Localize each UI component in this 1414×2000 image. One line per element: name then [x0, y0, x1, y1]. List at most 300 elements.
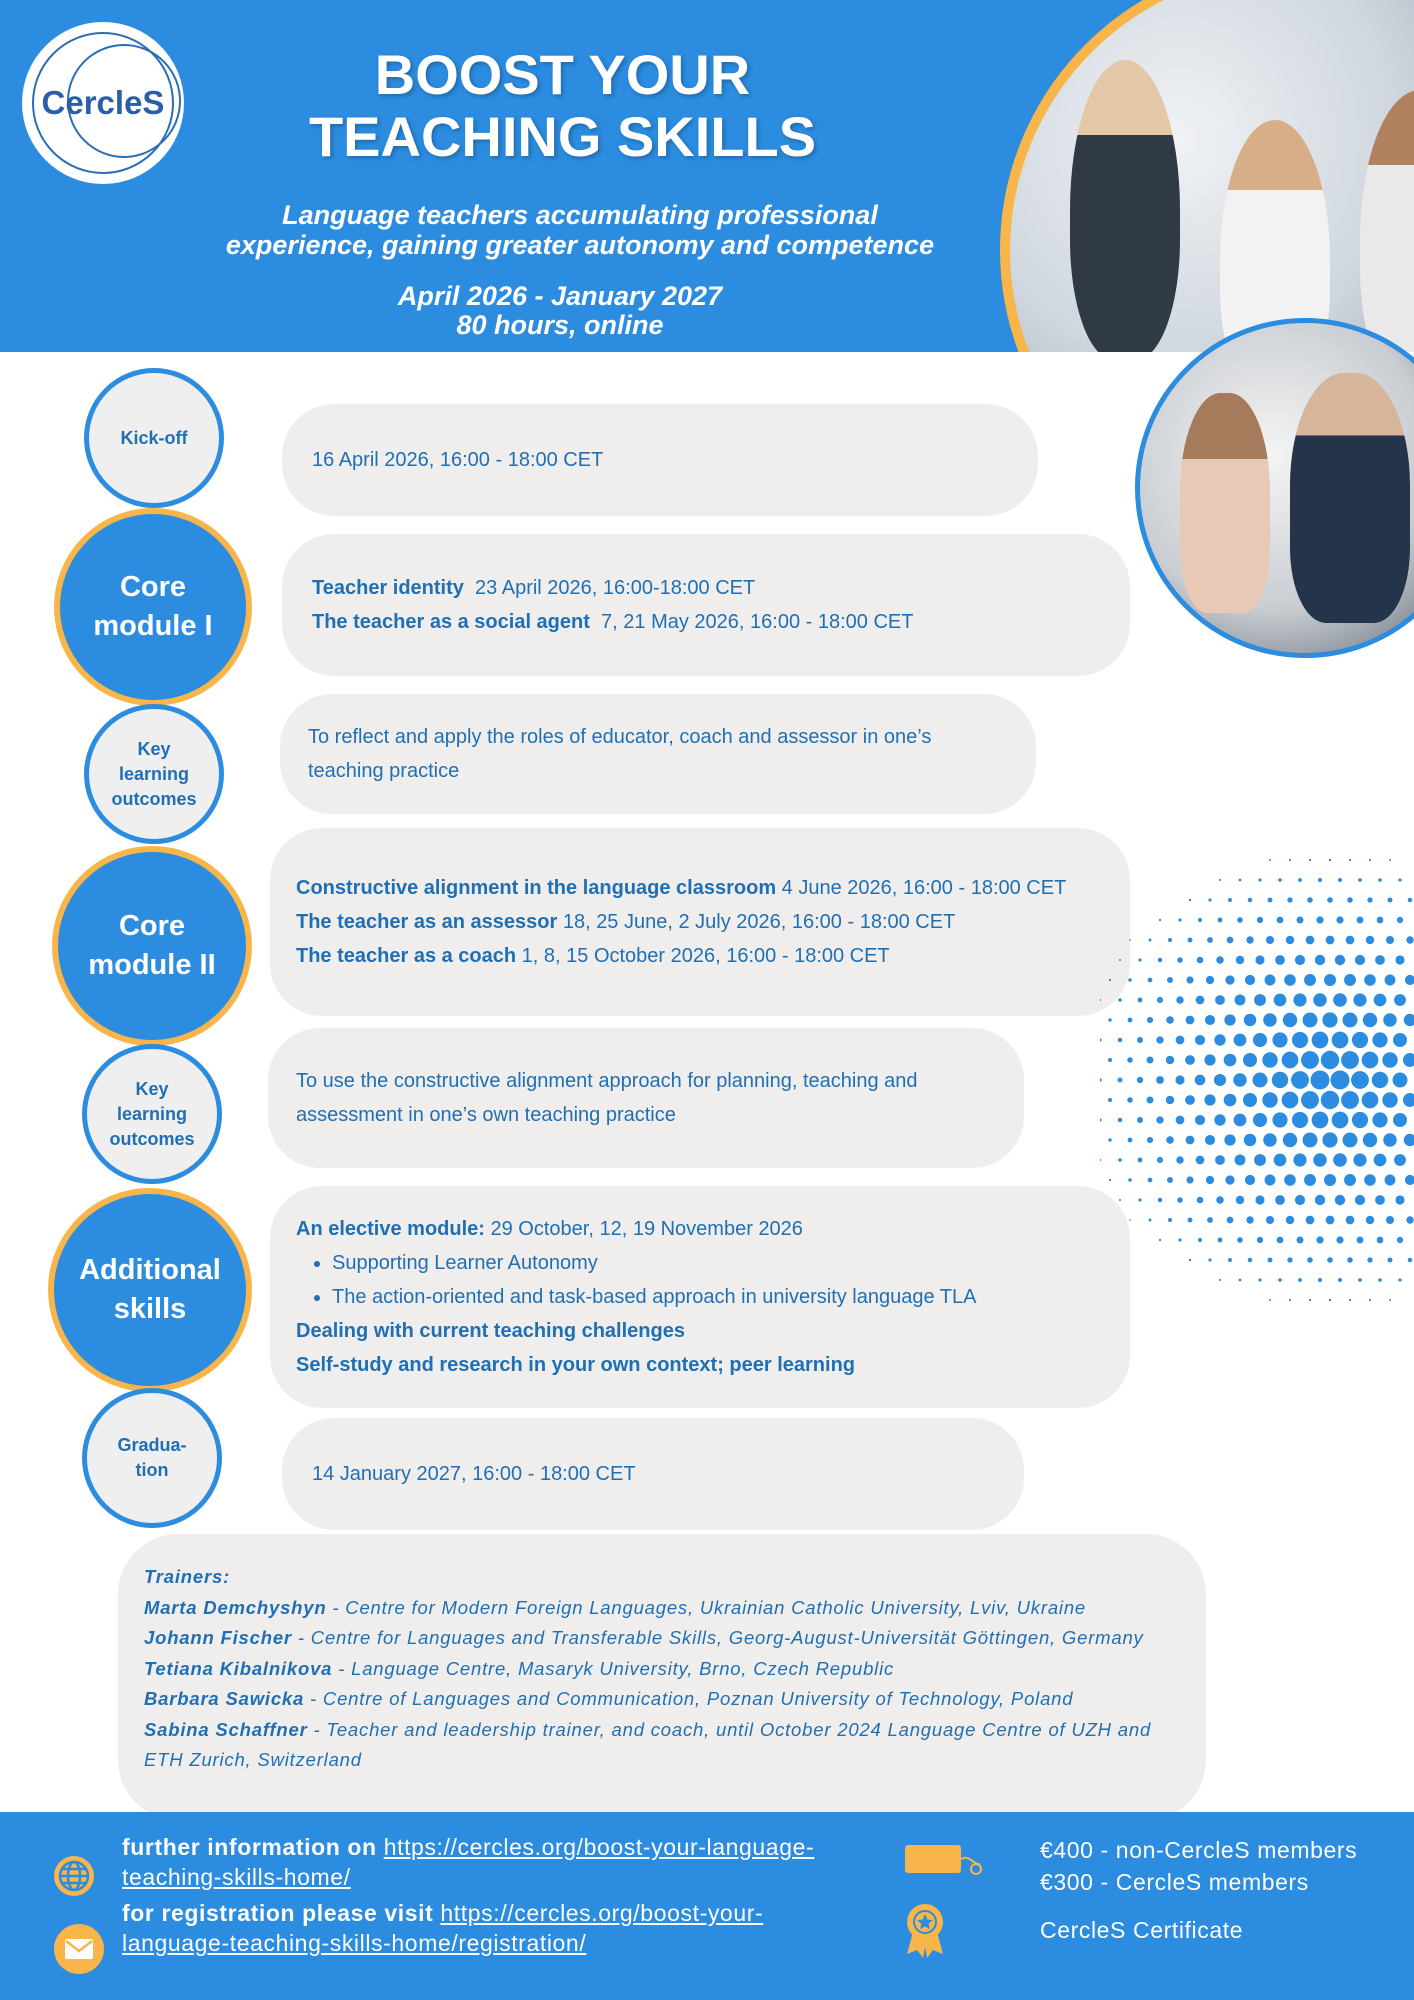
halftone-dot	[1372, 1032, 1387, 1047]
halftone-dot	[1224, 1054, 1237, 1067]
kickoff-date: 16 April 2026, 16:00 - 18:00 CET	[312, 449, 604, 471]
halftone-dot	[1148, 978, 1153, 983]
halftone-dot	[1208, 898, 1211, 901]
halftone-dot	[1156, 1036, 1163, 1043]
session-date: 23 April 2026, 16:00-18:00 CET	[475, 577, 756, 599]
halftone-dot	[1408, 1258, 1413, 1263]
halftone-dot	[1278, 878, 1282, 882]
halftone-dot	[1341, 1051, 1359, 1069]
halftone-dot	[1204, 1094, 1215, 1105]
outcomes-2-box	[268, 1028, 1024, 1168]
node-label: outcomes	[109, 1128, 195, 1149]
halftone-dot	[1284, 974, 1296, 986]
halftone-dot	[1206, 976, 1214, 984]
halftone-dot	[1207, 1217, 1213, 1223]
trainer-affiliation: - Centre of Languages and Communication, Poznan University of Technology, Poland	[304, 1688, 1074, 1709]
halftone-dot	[1204, 1054, 1215, 1065]
halftone-dot	[1316, 916, 1323, 923]
halftone-dot	[1312, 1032, 1329, 1049]
halftone-dot	[1254, 1154, 1266, 1166]
halftone-dot	[1186, 1136, 1195, 1145]
halftone-dot	[1225, 1175, 1234, 1184]
halftone-dot	[1289, 1299, 1291, 1301]
halftone-dot	[1205, 1135, 1215, 1145]
additional-skills-box	[270, 1186, 1130, 1408]
halftone-dot	[1127, 1097, 1133, 1103]
halftone-dot	[1233, 1073, 1247, 1087]
halftone-dot	[1287, 897, 1292, 902]
halftone-dot	[1318, 878, 1322, 882]
halftone-dot	[1266, 936, 1274, 944]
halftone-dot	[1322, 1012, 1337, 1027]
halftone-dot	[1176, 1036, 1185, 1045]
halftone-dot	[1383, 1013, 1397, 1027]
halftone-dot	[1366, 936, 1374, 944]
halftone-dot	[1282, 1052, 1299, 1069]
node-core-module-2	[52, 846, 252, 1046]
halftone-dot	[1149, 939, 1152, 942]
halftone-dot	[1168, 938, 1172, 942]
halftone-dot	[1255, 1195, 1264, 1204]
halftone-dot	[1189, 1259, 1191, 1261]
footer-bar	[0, 1812, 1414, 2000]
halftone-dot	[1265, 975, 1276, 986]
halftone-dot	[1315, 1195, 1325, 1205]
halftone-dot	[1266, 1216, 1274, 1224]
price-tag-icon	[904, 1842, 984, 1878]
halftone-dot	[1138, 1198, 1141, 1201]
halftone-dot	[1304, 974, 1316, 986]
globe-icon	[52, 1854, 96, 1898]
halftone-dot	[1322, 1132, 1337, 1147]
halftone-dot	[1186, 976, 1193, 983]
halftone-dot	[1239, 1279, 1242, 1282]
halftone-dot	[1214, 1114, 1225, 1125]
halftone-dot	[1100, 1118, 1102, 1121]
halftone-dot	[1100, 1078, 1102, 1081]
halftone-dot	[1335, 955, 1345, 965]
halftone-dot	[1214, 1034, 1225, 1045]
halftone-dot	[1178, 918, 1181, 921]
halftone-dot	[1177, 957, 1183, 963]
skills-line: Self-study and research in your own context; peer learning	[296, 1354, 856, 1376]
halftone-dot	[1301, 1051, 1319, 1069]
halftone-dot	[1329, 1299, 1331, 1301]
halftone-dot	[1318, 1278, 1322, 1282]
halftone-dot	[1389, 1299, 1391, 1301]
halftone-dot	[1352, 1112, 1368, 1128]
node-label: tion	[135, 1460, 169, 1480]
halftone-dot	[1351, 1071, 1369, 1089]
trainers-heading: Trainers:	[144, 1566, 231, 1587]
halftone-dot	[1196, 1156, 1205, 1165]
halftone-dot	[1301, 1091, 1319, 1109]
halftone-dot	[1236, 1196, 1244, 1204]
node-kickoff	[84, 368, 224, 508]
header-banner	[0, 0, 1414, 352]
halftone-dot	[1406, 936, 1413, 943]
node-additional-skills	[48, 1188, 252, 1392]
info-link-text[interactable]: https://cercles.org/boost-your-language-	[383, 1834, 815, 1860]
elective-option: • The action-oriented and task-based approach in university language TLA	[332, 1280, 1090, 1314]
halftone-dot	[1343, 1013, 1358, 1028]
halftone-dot	[1343, 1133, 1358, 1148]
halftone-dot	[1386, 1216, 1394, 1224]
halftone-dot	[1196, 996, 1205, 1005]
halftone-dot	[1369, 859, 1371, 861]
halftone-dot	[1347, 1257, 1353, 1263]
core-module-1-box	[282, 534, 1130, 676]
halftone-dot	[1385, 1175, 1396, 1186]
halftone-dot	[1383, 1133, 1397, 1147]
halftone-dot	[1158, 958, 1162, 962]
halftone-dot	[1295, 1195, 1305, 1205]
halftone-dot	[1408, 898, 1413, 903]
registration-link-text[interactable]: https://cercles.org/boost-your-	[440, 1900, 764, 1926]
halftone-dot	[1158, 1198, 1162, 1202]
halftone-dot	[1237, 1237, 1243, 1243]
registration-link-text[interactable]: language-teaching-skills-home/registration/	[122, 1930, 587, 1956]
halftone-dot	[1344, 974, 1356, 986]
halftone-dot	[1100, 999, 1101, 1001]
course-format: 80 hours, online	[456, 310, 664, 340]
node-label: outcomes	[111, 788, 197, 809]
halftone-dot	[1219, 1279, 1221, 1281]
halftone-dot	[1177, 1197, 1183, 1203]
halftone-dot	[1156, 1116, 1163, 1123]
subtitle-line: Language teachers accumulating professional	[282, 200, 878, 230]
halftone-dot	[1205, 1015, 1215, 1025]
halftone-dot	[1338, 878, 1342, 882]
halftone-dot	[1195, 1115, 1205, 1125]
info-link-text[interactable]: teaching-skills-home/	[122, 1864, 351, 1890]
halftone-dot	[1198, 918, 1202, 922]
halftone-dot	[1224, 1014, 1235, 1025]
halftone-dot	[1128, 1018, 1133, 1023]
halftone-dot	[1224, 1094, 1237, 1107]
halftone-dot	[1227, 1217, 1234, 1224]
halftone-dot	[1296, 1236, 1303, 1243]
halftone-dot	[1248, 1258, 1253, 1263]
halftone-dot	[1253, 1033, 1267, 1047]
halftone-dot	[1283, 1013, 1297, 1027]
halftone-dot	[1185, 1095, 1195, 1105]
halftone-dot	[1355, 955, 1365, 965]
halftone-dot	[1394, 994, 1406, 1006]
halftone-dot	[1118, 1078, 1123, 1083]
halftone-dot	[1364, 974, 1376, 986]
halftone-dot	[1215, 995, 1225, 1005]
halftone-dot	[1375, 1195, 1385, 1205]
halftone-dot	[1293, 1153, 1306, 1166]
halftone-dot	[1263, 1013, 1277, 1027]
halftone-dot	[1397, 917, 1403, 923]
halftone-dot	[1189, 899, 1191, 901]
halftone-dot	[1326, 936, 1335, 945]
halftone-dot	[1316, 1236, 1323, 1243]
halftone-dot	[1382, 1092, 1397, 1107]
node-label: learning	[118, 763, 189, 784]
halftone-dot	[1372, 1072, 1388, 1088]
halftone-dot	[1237, 917, 1243, 923]
halftone-dot	[1178, 1238, 1181, 1241]
halftone-dot	[1356, 916, 1363, 923]
session-date: 18, 25 June, 2 July 2026, 16:00 - 18:00 CET	[562, 911, 956, 933]
mail-icon	[54, 1924, 104, 1974]
halftone-dot	[1311, 1071, 1330, 1090]
halftone-dot	[1404, 1134, 1414, 1147]
halftone-dot	[1118, 1158, 1122, 1162]
meeting-photo	[1135, 318, 1414, 658]
halftone-dot	[1313, 993, 1327, 1007]
halftone-dot	[1284, 1174, 1296, 1186]
graduation-date: 14 January 2027, 16:00 - 18:00 CET	[312, 1463, 636, 1485]
session-title: Teacher identity	[312, 577, 464, 599]
session-title: The teacher as an assessor	[296, 911, 558, 933]
halftone-dot	[1255, 955, 1264, 964]
halftone-dot	[1282, 1092, 1299, 1109]
halftone-dot	[1108, 1098, 1112, 1102]
halftone-dot	[1138, 998, 1143, 1003]
halftone-dot	[1129, 939, 1131, 941]
halftone-dot	[1234, 1034, 1247, 1047]
halftone-dot	[1298, 1278, 1302, 1282]
trainer-affiliation: - Teacher and leadership trainer, and coach, until October 2024 Language Centre of UZH and ETH Zurich, Switzerland	[144, 1718, 1152, 1770]
halftone-dot	[1403, 1053, 1414, 1067]
halftone-dot	[1406, 1216, 1413, 1223]
halftone-dot	[1377, 917, 1384, 924]
trainer-name: Barbara Sawicka	[144, 1688, 305, 1709]
halftone-dot	[1149, 1219, 1152, 1222]
halftone-dot	[1109, 1179, 1111, 1181]
halftone-dot	[1159, 919, 1161, 921]
halftone-dot	[1239, 879, 1242, 882]
graduation-box	[282, 1418, 1024, 1530]
halftone-dot	[1352, 1032, 1368, 1048]
halftone-dot	[1369, 1299, 1371, 1301]
halftone-dot	[1119, 1199, 1121, 1201]
halftone-dot	[1137, 1077, 1143, 1083]
halftone-dot	[1295, 955, 1305, 965]
halftone-dot	[1127, 1057, 1133, 1063]
halftone-dot	[1269, 1299, 1271, 1301]
halftone-dot	[1347, 897, 1353, 903]
halftone-dot	[1166, 1096, 1174, 1104]
title-line: BOOST YOUR	[374, 43, 751, 106]
halftone-dot	[1349, 1299, 1351, 1301]
halftone-dot	[1363, 1013, 1377, 1027]
halftone-dot	[1208, 1258, 1211, 1261]
halftone-dot	[1306, 1216, 1315, 1225]
subtitle-line: experience, gaining greater autonomy and competence	[225, 230, 935, 260]
halftone-dot	[1147, 1017, 1153, 1023]
title-line: TEACHING SKILLS	[308, 105, 817, 168]
halftone-dot	[1157, 997, 1163, 1003]
session-date: 4 June 2026, 16:00 - 18:00 CET	[781, 877, 1067, 899]
node-core-module-1	[54, 508, 252, 706]
halftone-dot	[1349, 859, 1351, 861]
halftone-dot	[1108, 1138, 1111, 1141]
halftone-dot	[1278, 1278, 1282, 1282]
node-label: learning	[116, 1103, 187, 1124]
halftone-dot	[1109, 979, 1111, 981]
date-range: April 2026 - January 2027	[397, 281, 723, 311]
halftone-dot	[1148, 1178, 1153, 1183]
halftone-dot	[1333, 1153, 1347, 1167]
halftone-dot	[1147, 1137, 1153, 1143]
halftone-dot	[1262, 1092, 1277, 1107]
halftone-dot	[1176, 996, 1183, 1003]
halftone-dot	[1303, 1013, 1318, 1028]
halftone-dot	[1175, 1075, 1184, 1084]
trainer-item	[144, 1654, 1176, 1685]
node-label: Gradua-	[117, 1435, 187, 1455]
halftone-dot	[1269, 859, 1271, 861]
halftone-dot	[1186, 1016, 1195, 1025]
halftone-dot	[1118, 998, 1122, 1002]
course-dates	[300, 282, 820, 340]
halftone-dot	[1304, 1174, 1316, 1186]
halftone-dot	[1324, 974, 1336, 986]
halftone-dot	[1258, 878, 1261, 881]
halftone-dot	[1159, 1239, 1161, 1241]
halftone-dot	[1128, 1138, 1133, 1143]
halftone-dot	[1156, 1076, 1164, 1084]
node-label: Core	[119, 571, 187, 603]
core-module-2-box	[270, 828, 1130, 1016]
halftone-dot	[1321, 1051, 1339, 1069]
trainer-item	[144, 1684, 1176, 1715]
halftone-dot	[1388, 898, 1393, 903]
halftone-dot	[1138, 1158, 1143, 1163]
halftone-dot	[1283, 1133, 1297, 1147]
halftone-dot	[1405, 1175, 1414, 1185]
halftone-dot	[1395, 955, 1404, 964]
outcomes-text: To use the constructive alignment approach for planning, teaching and assessment in one’s own teaching practice	[296, 1070, 918, 1126]
node-label: module II	[88, 949, 216, 981]
session-date: 1, 8, 15 October 2026, 16:00 - 18:00 CET	[521, 945, 890, 967]
halftone-dot	[1257, 1237, 1263, 1243]
trainer-affiliation: - Centre for Languages and Transferable Skills, Georg-August-Universität Göttingen, Germany	[291, 1627, 1144, 1648]
halftone-dot	[1216, 956, 1224, 964]
halftone-dot	[1227, 937, 1234, 944]
halftone-dot	[1309, 859, 1311, 861]
halftone-dot	[1358, 1278, 1362, 1282]
halftone-dot	[1303, 1133, 1318, 1148]
trainer-item	[144, 1715, 1176, 1776]
halftone-dot	[1292, 1032, 1308, 1048]
halftone-dot	[1389, 859, 1391, 861]
certificate-label: CercleS Certificate	[1040, 1917, 1244, 1943]
halftone-dot	[1245, 1175, 1255, 1185]
halftone-dot	[1195, 1075, 1206, 1086]
halftone-dot	[1108, 1058, 1112, 1062]
halftone-dot	[1287, 1257, 1292, 1262]
halftone-dot	[1272, 1072, 1288, 1088]
halftone-dot	[1395, 1195, 1404, 1204]
halftone-dot	[1292, 1112, 1308, 1128]
halftone-dot	[1198, 1238, 1202, 1242]
node-label: Key	[137, 738, 171, 759]
node-key-outcomes-1	[84, 704, 224, 844]
halftone-dot	[1377, 1237, 1384, 1244]
halftone-dot	[1188, 938, 1193, 943]
halftone-dot	[1385, 975, 1396, 986]
halftone-dot	[1329, 859, 1331, 861]
halftone-dot	[1129, 1219, 1131, 1221]
halftone-dot	[1186, 1176, 1193, 1183]
halftone-dot	[1128, 978, 1132, 982]
halftone-dot	[1362, 1092, 1379, 1109]
halftone-dot	[1333, 993, 1347, 1007]
halftone-dot	[1403, 1093, 1414, 1107]
halftone-dot	[1228, 1258, 1232, 1262]
halftone-dot	[1346, 936, 1355, 945]
halftone-dot	[1382, 1052, 1397, 1067]
halftone-dot	[1378, 1278, 1382, 1282]
outcomes-1-box	[280, 694, 1036, 814]
session-title: The teacher as a social agent	[312, 611, 590, 633]
halftone-dot	[1338, 1278, 1342, 1282]
halftone-dot	[1398, 878, 1401, 881]
halftone-dot	[1167, 1177, 1173, 1183]
halftone-dot	[1293, 993, 1306, 1006]
info-line	[122, 1832, 882, 1892]
halftone-dot	[1197, 957, 1204, 964]
halftone-dot	[1216, 1196, 1224, 1204]
halftone-dot	[1262, 1052, 1277, 1067]
halftone-dot	[1367, 897, 1372, 902]
halftone-dot	[1286, 1216, 1294, 1224]
halftone-dot	[1137, 1037, 1143, 1043]
halftone-dot	[1268, 1258, 1273, 1263]
halftone-dot	[1286, 936, 1294, 944]
node-label: Core	[118, 910, 186, 942]
halftone-dot	[1386, 936, 1394, 944]
halftone-dot	[1244, 1014, 1257, 1027]
halftone-dot	[1100, 1038, 1102, 1041]
award-badge-icon	[903, 1902, 947, 1958]
halftone-dot	[1277, 1237, 1284, 1244]
registration-line	[122, 1898, 882, 1958]
halftone-dot	[1168, 1218, 1172, 1222]
halftone-dot	[1244, 1134, 1257, 1147]
trainer-name: Marta Demchyshyn	[144, 1596, 327, 1618]
skills-line: Dealing with current teaching challenges	[296, 1320, 685, 1342]
halftone-dot	[1393, 1073, 1408, 1088]
halftone-dot	[1206, 1176, 1214, 1184]
halftone-dot	[1235, 1155, 1246, 1166]
halftone-dot	[1332, 1112, 1349, 1129]
halftone-dot	[1335, 1195, 1345, 1205]
halftone-dot	[1327, 1257, 1333, 1263]
halftone-dot	[1307, 897, 1313, 903]
halftone-dot	[1277, 917, 1284, 924]
halftone-dot	[1274, 1154, 1287, 1167]
halftone-dot	[1248, 898, 1253, 903]
halftone-dot	[1355, 1195, 1365, 1205]
halftone-dot	[1378, 878, 1382, 882]
halftone-dot	[1324, 1174, 1336, 1186]
halftone-dot	[1367, 1257, 1372, 1262]
page-title	[230, 44, 895, 168]
halftone-dot	[1257, 917, 1263, 923]
node-key-outcomes-2	[82, 1044, 222, 1184]
halftone-dot	[1353, 1153, 1366, 1166]
halftone-dot	[1404, 1014, 1414, 1027]
trainer-name: Johann Fischer	[144, 1627, 292, 1648]
trainers-panel	[118, 1534, 1206, 1820]
